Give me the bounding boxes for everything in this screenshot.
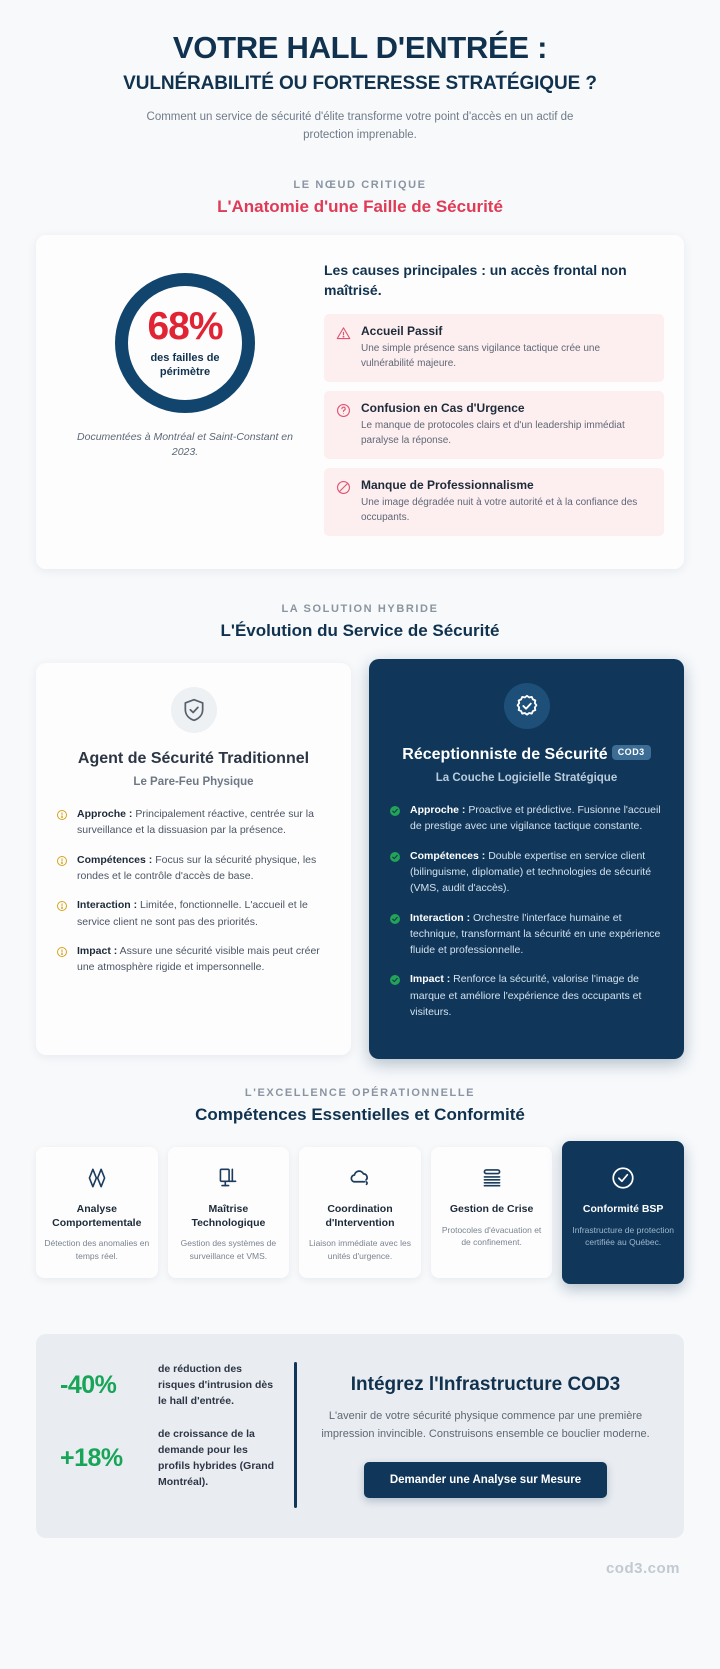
bullet-text [77,806,331,839]
alert-circle-icon [56,897,69,930]
bullet-text [410,910,664,959]
bullet-body: Proactive et prédictive. Fusionne l'accueil de prestige avec une vigilance tactique constante. [410,804,661,833]
warning-triangle-icon [336,324,352,371]
bullet-text [77,943,331,976]
excellence-kicker: L'EXCELLENCE OPÉRATIONNELLE [244,1087,476,1100]
kpi-item [60,1362,280,1409]
prohibited-icon [336,478,352,525]
anatomy-kicker: LE NŒUD CRITIQUE [293,179,427,191]
request-analysis-button[interactable]: Demander une Analyse sur Mesure [364,1462,607,1498]
spacer [36,145,684,179]
kpi-label: de réduction des risques d'intrusion dès le hall d'entrée. [158,1363,274,1407]
competence-desc: Détection des anomalies en temps réel. [44,1238,150,1261]
kpi-value: -40% [60,1371,117,1400]
competence-title: Conformité BSP [582,1203,664,1216]
spacer [36,1284,684,1312]
hero-intro: Comment un service de sécurité d'élite transforme votre point d'accès en un actif de protection imprenable. [146,111,574,142]
risk-title: Confusion en Cas d'Urgence [361,401,525,416]
page-title: VOTRE HALL D'ENTRÉE : [172,30,548,65]
bullet-text [410,848,664,897]
list-item [389,910,664,959]
solution-kicker: LA SOLUTION HYBRIDE [281,603,439,616]
list-item [389,848,664,897]
bullet-label: Approche : [410,804,466,817]
competence-desc: Liaison immédiate avec les unités d'urgence. [308,1238,412,1261]
alert-circle-icon [56,806,69,839]
risk-desc: Une image dégradée nuit à votre autorité et à la confiance des occupants. [361,497,638,524]
bullet-body: Double expertise en service client (bilinguisme, diplomatie) et technologies de sécurité (VMS, audit d'accès). [410,849,652,895]
list-item [389,802,664,835]
kpi-label: de croissance de la demande pour les profils hybrides (Grand Montréal). [158,1428,275,1488]
bullet-text [77,852,331,885]
competence-title: Maîtrise Technologique [191,1203,266,1229]
bullet-text [410,802,664,835]
page-subtitle: VULNÉRABILITÉ OU FORTERESSE STRATÉGIQUE ? [123,72,597,94]
competence-title: Coordination d'Intervention [325,1203,395,1229]
traditional-title: Agent de Sécurité Traditionnel [77,750,310,768]
alert-circle-icon [56,852,69,885]
risk-title: Manque de Professionnalisme [361,478,534,493]
bullet-label: Impact : [77,944,118,957]
kpi-item [60,1427,280,1490]
competence-desc: Infrastructure de protection certifiée au Québec. [572,1224,674,1248]
cta-section [36,1334,684,1538]
check-circle-icon [389,971,402,1020]
vertical-divider [294,1362,297,1508]
spacer [36,1059,684,1087]
stat-label: des failles de périmètre [150,351,220,378]
bullet-label: Compétences : [410,849,486,862]
risk-title: Accueil Passif [361,324,443,339]
modern-title [389,745,664,765]
card-traditional-agent [36,663,351,1055]
layers-icon [439,1163,545,1193]
hero-section [36,0,684,145]
list-item [56,852,331,885]
bullet-body: Renforce la sécurité, valorise l'image de marque et améliore l'expérience des occupants et visiteurs. [410,973,642,1018]
causes-title: Les causes principales : un accès frontal non maîtrisé. [324,262,627,298]
risk-item [324,391,664,459]
bullet-label: Interaction : [410,911,471,924]
modern-subtitle: La Couche Logicielle Stratégique [435,772,618,785]
cta-title: Intégrez l'Infrastructure COD3 [350,1373,621,1395]
bullet-label: Compétences : [77,853,153,866]
competence-card-highlight [562,1141,684,1284]
monitor-icon [176,1163,282,1193]
bullet-text [410,971,664,1020]
bullet-label: Interaction : [77,899,138,912]
comparison-row [36,659,684,1059]
excellence-title: Compétences Essentielles et Conformité [195,1105,525,1125]
card-security-receptionist [369,659,684,1059]
stat-note: Documentées à Montréal et Saint-Constant en 2023. [77,431,293,459]
competence-title: Analyse Comportementale [52,1203,142,1229]
kpi-value: +18% [60,1444,123,1473]
causes-column [324,257,664,545]
bullet-body: Limitée, fonctionnelle. L'accueil et le service client ne sont pas des priorités. [77,899,308,928]
check-circle-icon [570,1163,676,1193]
shield-check-icon [171,687,217,733]
list-item [56,897,331,930]
excellence-heading [36,1087,684,1125]
bullet-body: Focus sur la sécurité physique, les rondes et le contrôle d'accès de base. [77,853,317,882]
competence-card [431,1147,553,1278]
footer-brand: cod3.com [605,1560,680,1578]
solution-heading [36,603,684,641]
anatomy-panel [36,235,684,569]
double-diamond-icon [44,1163,150,1193]
kpi-list [60,1362,280,1508]
check-circle-icon [389,802,402,835]
bullet-body: Orchestre l'interface humaine et technique, transformant la sécurité en une expérience fluide et professionnelle. [410,911,661,957]
bullet-body: Assure une sécurité visible mais peut créer une atmosphère rigide et impersonnelle. [77,944,320,974]
bullet-label: Approche : [77,808,133,821]
check-circle-icon [389,848,402,897]
list-item [56,806,331,839]
risk-item [324,468,664,536]
question-circle-icon [336,401,352,448]
donut-chart [115,273,255,413]
list-item [56,943,331,976]
verified-badge-icon [504,683,550,729]
spacer [36,569,684,603]
cloud-icon [307,1163,413,1193]
anatomy-title: L'Anatomie d'une Faille de Sécurité [217,197,503,216]
cod3-badge: COD3 [612,745,651,760]
cta-desc: L'avenir de votre sécurité physique commence par une première impression invincible. Construisons ensemble ce bouclier moderne. [321,1410,650,1441]
competence-card [299,1147,421,1278]
check-circle-icon [389,910,402,959]
risk-item [324,314,664,382]
bullet-body: Principalement réactive, centrée sur la surveillance et la dissuasion par la présence. [77,808,314,837]
stat-value: 68% [147,304,223,348]
competence-desc: Protocoles d'évacuation et de confinement. [441,1224,542,1248]
competence-card [168,1147,290,1278]
competence-title: Gestion de Crise [449,1203,534,1216]
competence-card [36,1147,158,1278]
alert-circle-icon [56,943,69,976]
stat-column [56,257,314,545]
anatomy-heading [36,179,684,217]
risk-desc: Une simple présence sans vigilance tactique crée une vulnérabilité majeure. [361,343,601,370]
solution-title: L'Évolution du Service de Sécurité [220,621,500,641]
risk-desc: Le manque de protocoles clairs et d'un leadership immédiat paralyse la réponse. [361,420,625,447]
bullet-label: Impact : [410,973,451,986]
traditional-subtitle: Le Pare-Feu Physique [133,776,254,789]
competence-row [36,1141,684,1284]
bullet-text [77,897,331,930]
cta-body [311,1373,660,1498]
competence-desc: Gestion des systèmes de surveillance et VMS. [180,1238,277,1261]
modern-title-text: Réceptionniste de Sécurité [402,746,608,764]
list-item [389,971,664,1020]
